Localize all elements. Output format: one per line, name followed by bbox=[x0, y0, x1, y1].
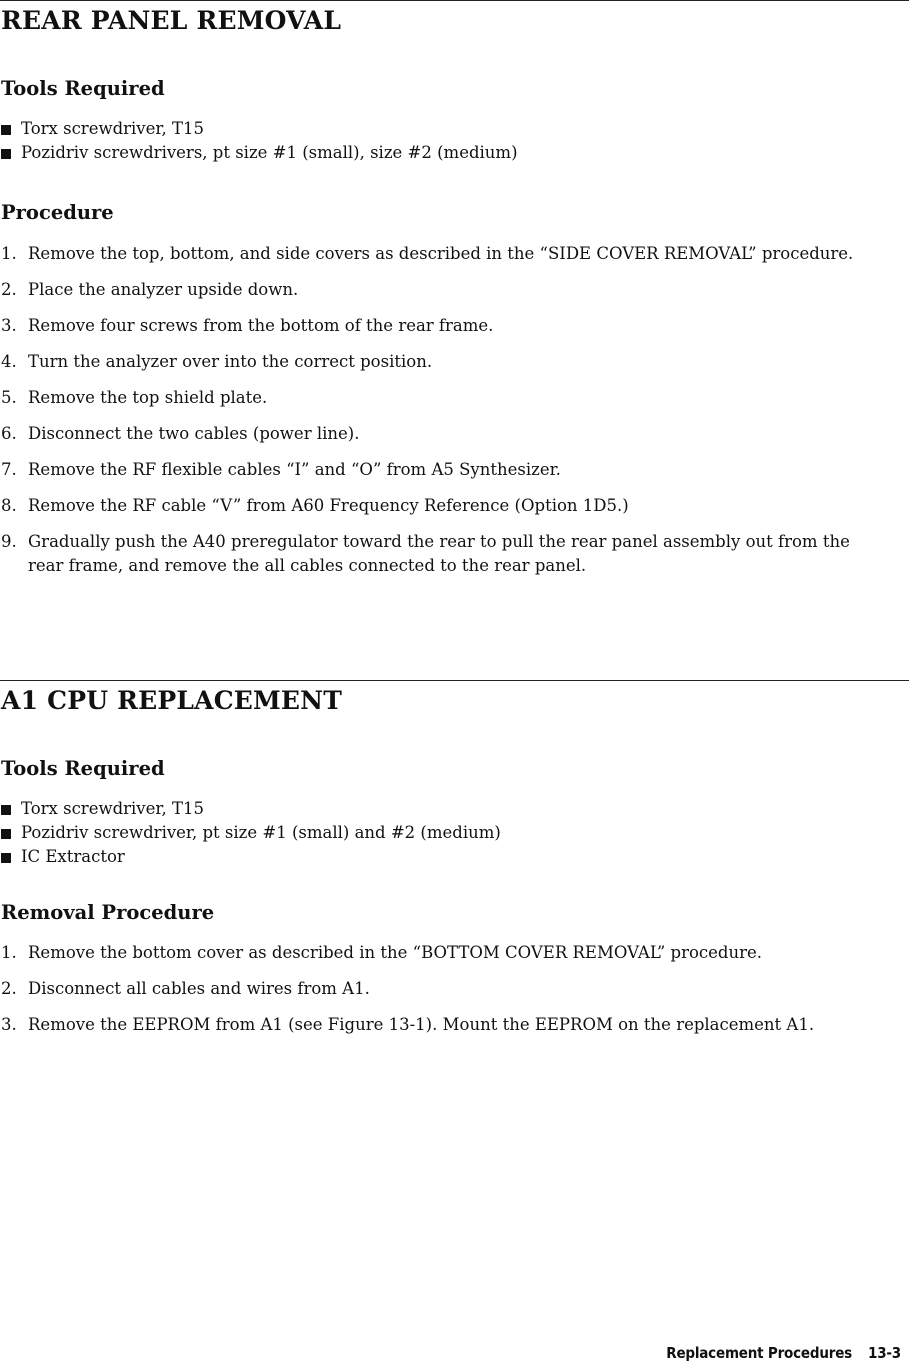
step-number: 3. bbox=[1, 316, 17, 335]
a1-cpu-replacement-section bbox=[0, 680, 909, 1034]
procedure-step bbox=[0, 278, 878, 302]
step-text: Remove four screws from the bottom of the rear frame. bbox=[28, 316, 494, 335]
step-number: 9. bbox=[1, 532, 17, 551]
procedure-step bbox=[0, 386, 878, 410]
step-text: Place the analyzer upside down. bbox=[28, 280, 299, 299]
square-bullet-icon bbox=[1, 149, 11, 159]
procedure-heading: Procedure bbox=[1, 201, 114, 224]
list-item bbox=[0, 845, 501, 869]
list-item bbox=[0, 117, 518, 141]
tools-required-heading: Tools Required bbox=[1, 77, 165, 100]
square-bullet-icon bbox=[1, 853, 11, 863]
procedure-step bbox=[0, 977, 878, 1001]
step-number: 1. bbox=[1, 244, 17, 263]
list-item bbox=[0, 821, 501, 845]
tool-text: IC Extractor bbox=[21, 847, 125, 866]
removal-procedure-heading: Removal Procedure bbox=[1, 901, 215, 924]
step-number: 6. bbox=[1, 424, 17, 443]
section-divider bbox=[0, 0, 909, 1]
list-item bbox=[0, 797, 501, 821]
step-number: 8. bbox=[1, 496, 17, 515]
tool-text: Torx screwdriver, T15 bbox=[21, 799, 204, 818]
tool-text: Pozidriv screwdrivers, pt size #1 (small), size #2 (medium) bbox=[21, 143, 518, 162]
section-title: REAR PANEL REMOVAL bbox=[1, 6, 342, 35]
procedure-step bbox=[0, 494, 878, 518]
step-text: Remove the RF flexible cables “I” and “O” from A5 Synthesizer. bbox=[28, 460, 561, 479]
step-number: 5. bbox=[1, 388, 17, 407]
procedure-steps bbox=[0, 242, 878, 590]
step-text: Remove the top shield plate. bbox=[28, 388, 268, 407]
procedure-step bbox=[0, 1013, 878, 1037]
page-footer bbox=[666, 1344, 901, 1362]
step-number: 2. bbox=[1, 280, 17, 299]
footer-section-name: Replacement Procedures bbox=[666, 1344, 853, 1362]
tools-list bbox=[0, 797, 501, 869]
square-bullet-icon bbox=[1, 829, 11, 839]
section-title: A1 CPU REPLACEMENT bbox=[1, 686, 343, 715]
step-number: 4. bbox=[1, 352, 17, 371]
procedure-step bbox=[0, 530, 878, 578]
list-item bbox=[0, 141, 518, 165]
rear-panel-removal-section bbox=[0, 0, 909, 575]
step-number: 7. bbox=[1, 460, 17, 479]
step-text: Remove the top, bottom, and side covers as described in the “SIDE COVER REMOVAL” procedure. bbox=[28, 244, 854, 263]
procedure-step bbox=[0, 422, 878, 446]
step-number: 2. bbox=[1, 979, 17, 998]
procedure-step bbox=[0, 458, 878, 482]
square-bullet-icon bbox=[1, 805, 11, 815]
step-number: 3. bbox=[1, 1015, 17, 1034]
page-number: 13-3 bbox=[868, 1344, 901, 1362]
procedure-step bbox=[0, 941, 878, 965]
section-divider bbox=[0, 680, 909, 681]
tool-text: Torx screwdriver, T15 bbox=[21, 119, 204, 138]
step-text: Remove the bottom cover as described in the “BOTTOM COVER REMOVAL” procedure. bbox=[28, 943, 762, 962]
tools-list bbox=[0, 117, 518, 165]
tools-required-heading: Tools Required bbox=[1, 757, 165, 780]
procedure-step bbox=[0, 242, 878, 266]
step-text: Gradually push the A40 preregulator toward the rear to pull the rear panel assembly out from the rear frame, and remove the all cables connected to the rear panel. bbox=[28, 532, 850, 575]
step-text: Disconnect the two cables (power line). bbox=[28, 424, 360, 443]
tool-text: Pozidriv screwdriver, pt size #1 (small) and #2 (medium) bbox=[21, 823, 501, 842]
step-text: Disconnect all cables and wires from A1. bbox=[28, 979, 370, 998]
step-number: 1. bbox=[1, 943, 17, 962]
procedure-steps bbox=[0, 941, 878, 1049]
procedure-step bbox=[0, 314, 878, 338]
step-text: Turn the analyzer over into the correct position. bbox=[28, 352, 433, 371]
step-text: Remove the EEPROM from A1 (see Figure 13-1). Mount the EEPROM on the replacement A1. bbox=[28, 1015, 815, 1034]
step-text: Remove the RF cable “V” from A60 Frequency Reference (Option 1D5.) bbox=[28, 496, 629, 515]
square-bullet-icon bbox=[1, 125, 11, 135]
procedure-step bbox=[0, 350, 878, 374]
